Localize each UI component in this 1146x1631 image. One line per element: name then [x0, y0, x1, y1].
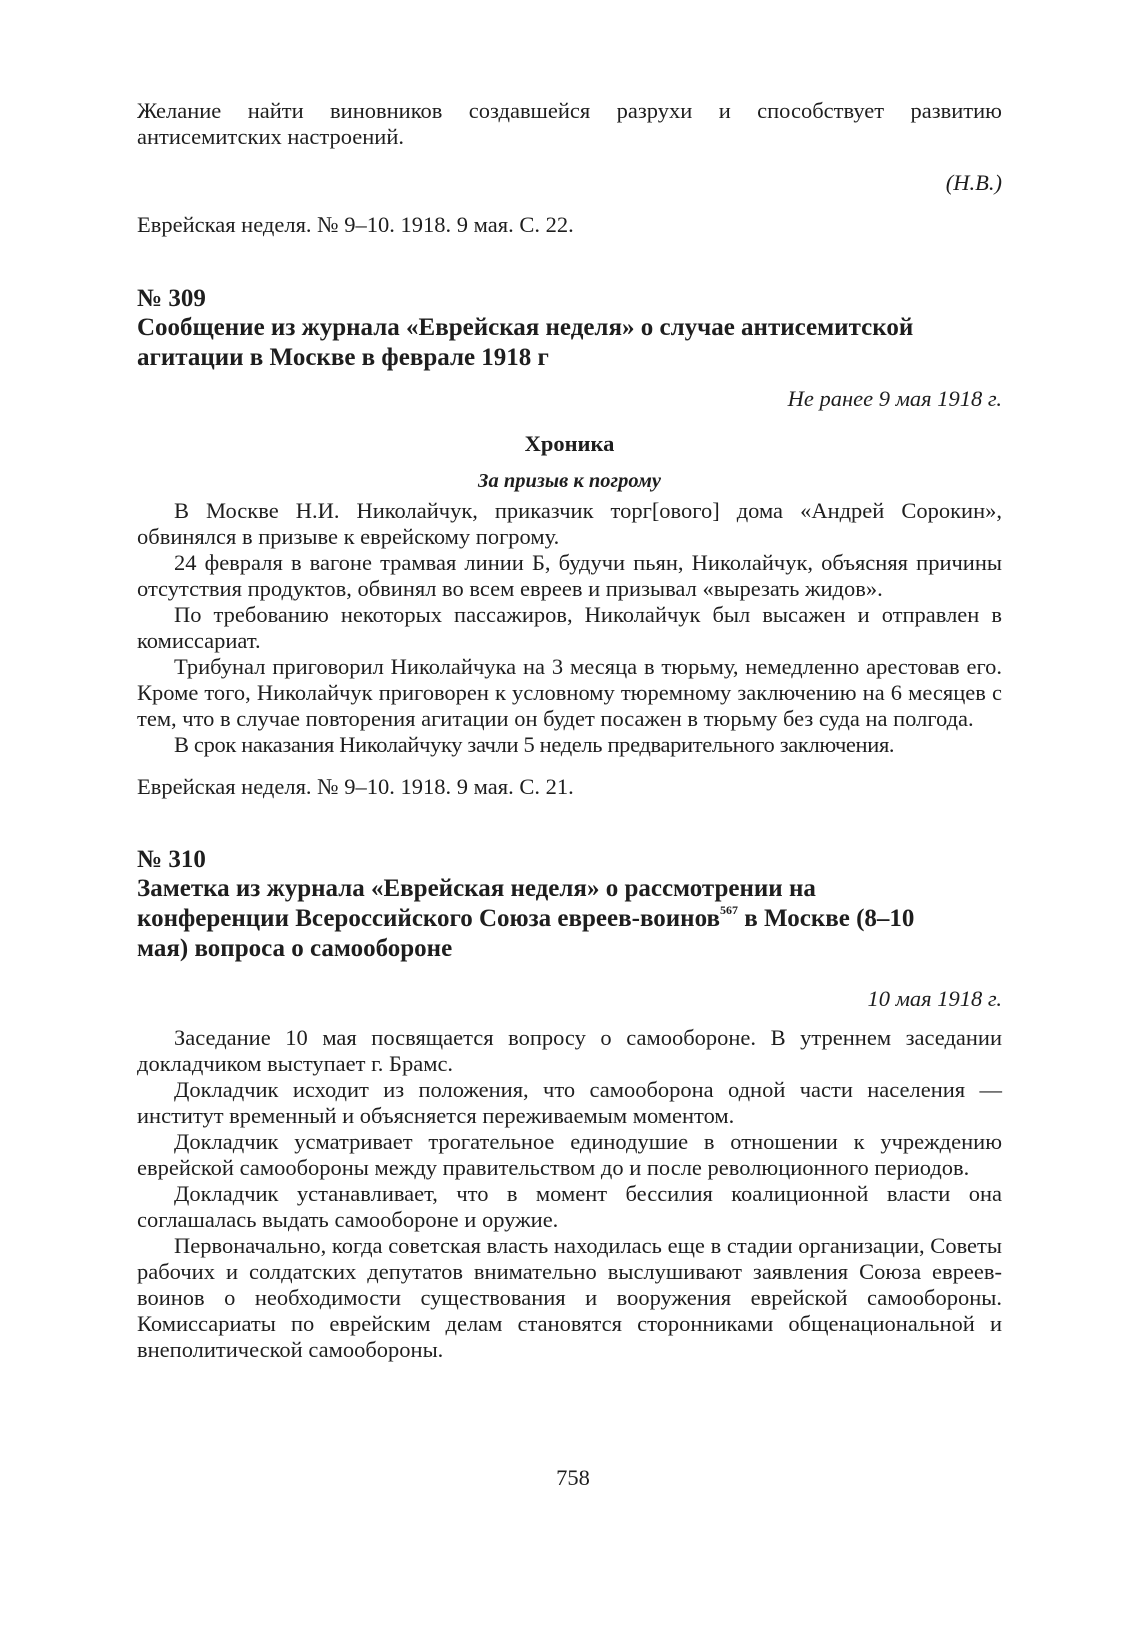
document-date: Не ранее 9 мая 1918 г. [787, 386, 1002, 411]
source-citation: Еврейская неделя. № 9–10. 1918. 9 мая. С. 22. [137, 212, 574, 237]
paragraph: Трибунал приговорил Николайчука на 3 месяца в тюрьму, немедленно арестовав его. Кроме того, Николайчук приговорен к условному тюремному заключению на 6 месяцев с тем, что в случае повторения агитации он будет посажен в тюрьму без суда на полгода. [137, 654, 1002, 731]
footnote-reference[interactable]: 567 [719, 903, 738, 917]
document-title-text: в Москве (8–10 мая) вопроса о самообороне [137, 905, 915, 962]
paragraph: 24 февраля в вагоне трамвая линии Б, будучи пьян, Николайчук, объясняя причины отсутствия продуктов, обвинял во всем евреев и призывал «вырезать жидов». [137, 550, 1002, 601]
document-page [137, 98, 1002, 1363]
document-title-text: Заметка из журнала «Еврейская неделя» о рассмотрении на конференции Всероссийского Союза евреев-воинов [137, 875, 816, 932]
paragraph: По требованию некоторых пассажиров, Николайчук был высажен и отправлен в комиссариат. [137, 602, 1002, 653]
continuation-paragraph: Желание найти виновников создавшейся разрухи и способствует развитию антисемитских настроений. [137, 98, 1002, 149]
paragraph: Первоначально, когда советская власть находилась еще в стадии организации, Советы рабочих и солдатских депутатов внимательно выслушивают заявления Союза евреев-воинов о необходимости существования и вооружения еврейской самообороны. Комиссариаты по еврейским делам становятся сторонниками общенациональной и внеполитической самообороны. [137, 1233, 1002, 1362]
page-number: 758 [556, 1465, 590, 1490]
article-body [137, 1025, 1002, 1363]
paragraph: В срок наказания Николайчуку зачли 5 недель предварительного заключения. [174, 732, 895, 757]
document-number: № 310 [137, 846, 206, 873]
document-title [137, 874, 917, 964]
paragraph: Заседание 10 мая посвящается вопросу о самообороне. В утреннем заседании докладчиком выступает г. Брамс. [137, 1025, 1002, 1076]
article-body [137, 498, 1002, 758]
paragraph: В Москве Н.И. Николайчук, приказчик торг[ового] дома «Андрей Сорокин», обвинялся в призыве к еврейскому погрому. [137, 498, 1002, 549]
document-date: 10 мая 1918 г. [867, 986, 1002, 1011]
paragraph: Докладчик усматривает трогательное единодушие в отношении к учреждению еврейской самообороны между правительством до и после революционного периодов. [137, 1129, 1002, 1180]
article-subheading: За призыв к погрому [478, 470, 661, 492]
section-heading: Хроника [524, 431, 615, 456]
source-citation: Еврейская неделя. № 9–10. 1918. 9 мая. С. 21. [137, 774, 574, 799]
signature: (Н.В.) [945, 170, 1002, 195]
paragraph: Докладчик устанавливает, что в момент бессилия коалиционной власти она соглашалась выдать самообороне и оружие. [137, 1181, 1002, 1232]
document-title: Сообщение из журнала «Еврейская неделя» о случае антисемитской агитации в Москве в феврале 1918 г [137, 314, 914, 371]
document-number: № 309 [137, 285, 206, 312]
paragraph: Докладчик исходит из положения, что самооборона одной части населения — институт временный и объясняется переживаемым моментом. [137, 1077, 1002, 1128]
